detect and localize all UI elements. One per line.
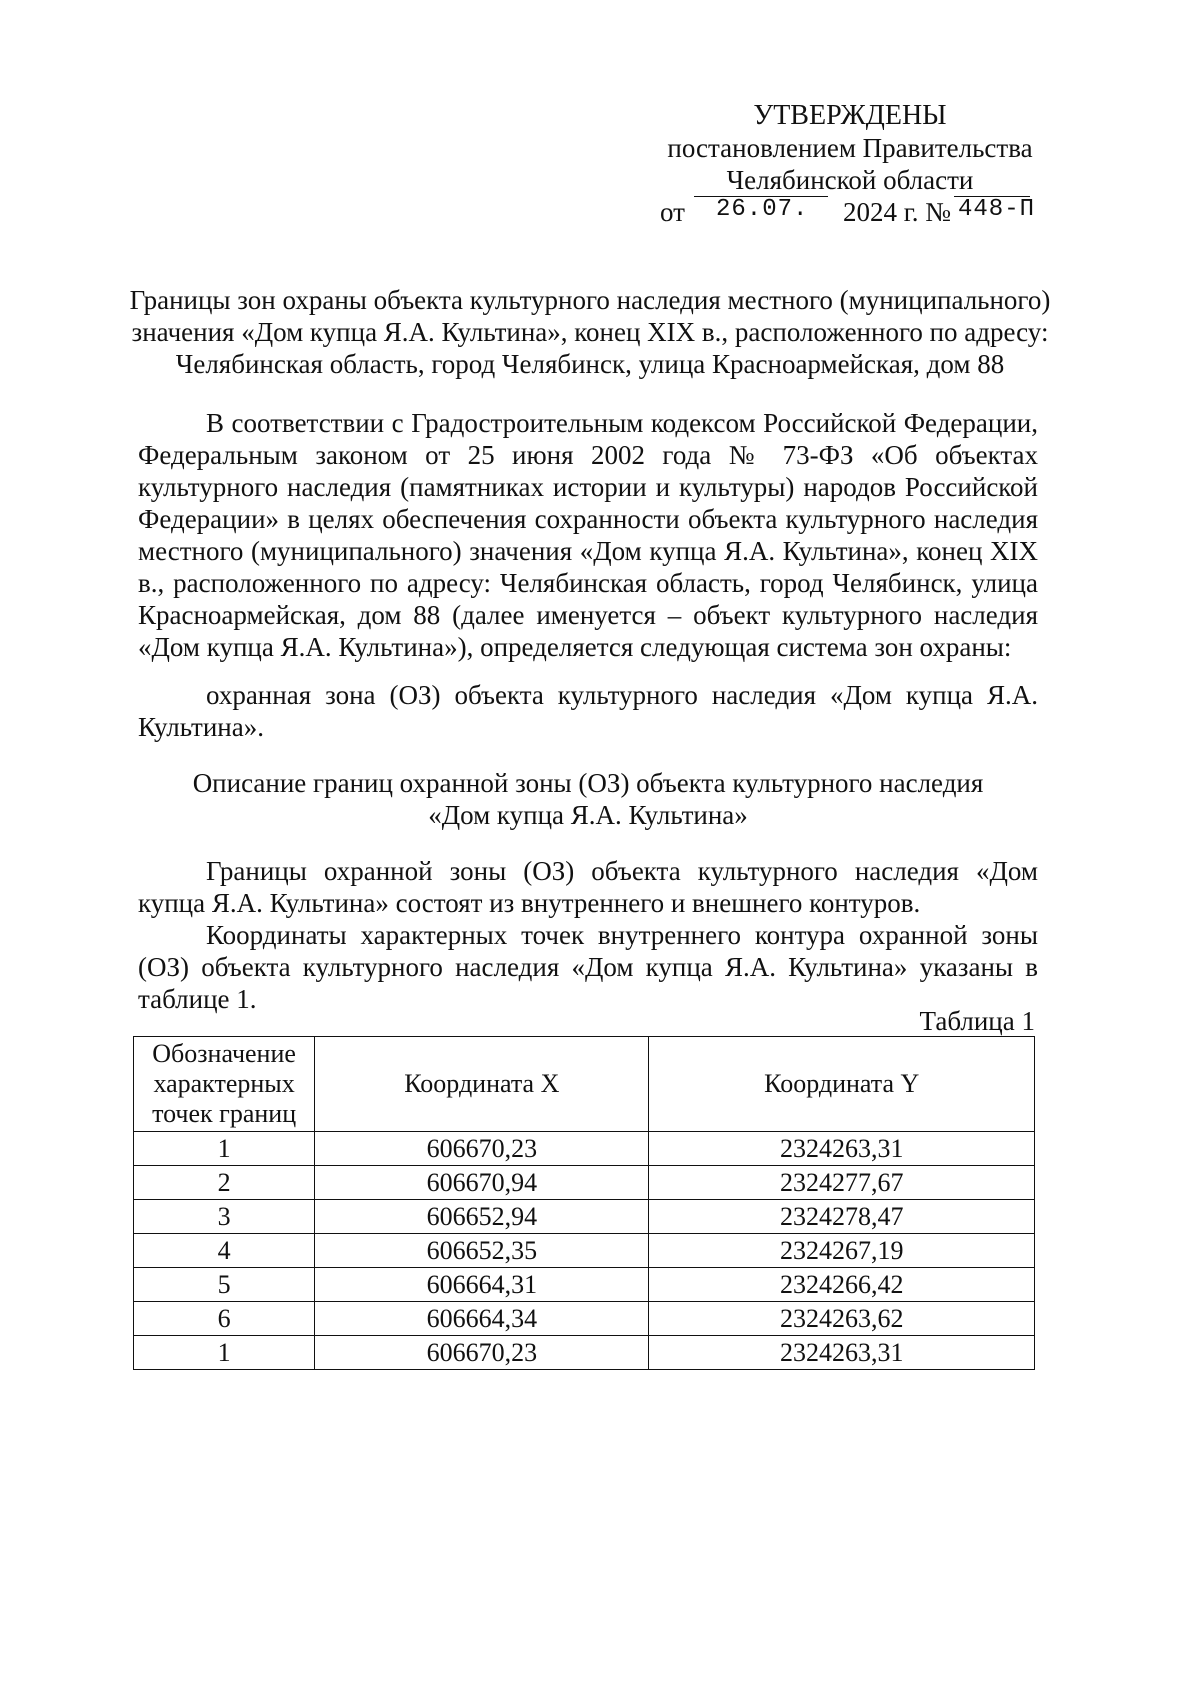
coord-x: 606670,94 (315, 1166, 649, 1200)
coord-x: 606664,34 (315, 1302, 649, 1336)
coord-y: 2324263,31 (649, 1132, 1035, 1166)
header-point: Обозначение характерных точек границ (134, 1037, 315, 1132)
coord-y: 2324263,62 (649, 1302, 1035, 1336)
year-text: 2024 г. № (843, 197, 952, 227)
point-id: 1 (134, 1336, 315, 1370)
number-value: 448-П (958, 196, 1036, 223)
coord-x: 606670,23 (315, 1132, 649, 1166)
coord-y: 2324278,47 (649, 1200, 1035, 1234)
zone-item: охранная зона (ОЗ) объекта культурного наследия «Дом купца Я.А. Культина». (138, 680, 1038, 742)
header-x: Координата X (315, 1037, 649, 1132)
coord-y: 2324267,19 (649, 1234, 1035, 1268)
date-prefix: от (660, 197, 685, 227)
coord-x: 606652,94 (315, 1200, 649, 1234)
point-id: 2 (134, 1166, 315, 1200)
coord-y: 2324277,67 (649, 1166, 1035, 1200)
approval-line-2: постановлением Правительства (667, 133, 1033, 163)
section-heading-line-1: Описание границ охранной зоны (ОЗ) объекта культурного наследия (192, 768, 984, 798)
table-row (134, 1200, 1035, 1234)
table-row (134, 1234, 1035, 1268)
coord-x: 606652,35 (315, 1234, 649, 1268)
section-paragraph-1: Границы охранной зоны (ОЗ) объекта культурного наследия «Дом купца Я.А. Культина» состоят из внутреннего и внешнего контуров. (138, 856, 1038, 918)
section-paragraph-2: Координаты характерных точек внутреннего контура охранной зоны (ОЗ) объекта культурного наследия «Дом купца Я.А. Культина» указаны в таблице 1. (138, 920, 1038, 1014)
section-heading (138, 767, 1038, 831)
approval-block (660, 100, 1040, 230)
title-line-2: значения «Дом купца Я.А. Культина», конец XIX в., расположенного по адресу: (131, 317, 1049, 347)
approval-line-3: Челябинской области (726, 165, 974, 195)
coord-y: 2324266,42 (649, 1268, 1035, 1302)
table-row (134, 1336, 1035, 1370)
section-heading-line-2: «Дом купца Я.А. Культина» (428, 800, 748, 830)
table-caption: Таблица 1 (919, 1006, 1035, 1036)
table-row (134, 1166, 1035, 1200)
document-title (120, 284, 1060, 380)
coord-x: 606670,23 (315, 1336, 649, 1370)
coord-y: 2324263,31 (649, 1336, 1035, 1370)
date-value: 26.07. (716, 196, 809, 223)
header-y: Координата Y (649, 1037, 1035, 1132)
approval-heading: УТВЕРЖДЕНЫ (753, 100, 947, 131)
table-row (134, 1302, 1035, 1336)
table-row (134, 1268, 1035, 1302)
point-id: 6 (134, 1302, 315, 1336)
coordinates-table (133, 1036, 1035, 1370)
point-id: 3 (134, 1200, 315, 1234)
title-line-3: Челябинская область, город Челябинск, улица Красноармейская, дом 88 (175, 349, 1005, 379)
intro-paragraph: В соответствии с Градостроительным кодексом Российской Федерации, Федеральным законом от 25 июня 2002 года № 73-ФЗ «Об объектах культурного наследия (памятниках истории и культуры) народов Российской Федерации» в целях обеспечения сохранности объекта культурного наследия местного (муниципального) значения «Дом купца Я.А. Культина», конец XIX в., расположенного по адресу: Челябинская область, город Челябинск, улица Красноармейская, дом 88 (далее именуется – объект культурного наследия «Дом купца Я.А. Культина»), определяется следующая система зон охраны: (138, 408, 1038, 662)
table-row (134, 1132, 1035, 1166)
approval-date-line (660, 196, 1040, 230)
title-line-1: Границы зон охраны объекта культурного наследия местного (муниципального) (129, 285, 1051, 315)
coord-x: 606664,31 (315, 1268, 649, 1302)
point-id: 5 (134, 1268, 315, 1302)
point-id: 1 (134, 1132, 315, 1166)
table-header-row (134, 1037, 1035, 1132)
point-id: 4 (134, 1234, 315, 1268)
